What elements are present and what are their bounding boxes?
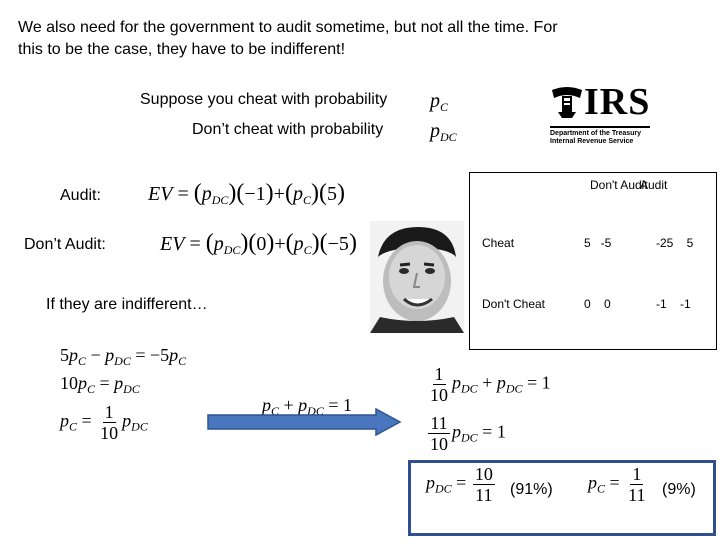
sum-equation: $p_C + p_{DC} = 1$ [262, 395, 352, 418]
equation-step-2: $10p_C = p_{DC}$ [60, 373, 140, 396]
irs-divider [550, 126, 650, 128]
pc-result-equation: $p_C$ = $\frac{1}{11}$ [588, 464, 646, 505]
audit-label: Audit: [60, 187, 101, 204]
pdc-result-equation: $p_{DC}$ = $\frac{10}{11}$ [426, 464, 493, 505]
dont-audit-label: Don’t Audit: [24, 236, 106, 253]
row-label-dont-cheat: Don't Cheat [482, 297, 545, 311]
cell-dont-cheat-dont-audit: 0 0 [584, 297, 611, 311]
payoff-table [469, 172, 717, 350]
pc-percentage: (9%) [662, 481, 696, 498]
irs-subtitle [550, 130, 641, 146]
equation-step-1: $5p_C - p_{DC} = -5p_C$ [60, 345, 187, 368]
indifferent-text: If they are indifferent… [46, 296, 208, 313]
arrow-icon [206, 408, 402, 436]
pdc-symbol: $p_{DC}$ [430, 120, 457, 144]
equation-step-3: $p_C$ = $\frac{1}{10}$ $p_{DC}$ [60, 402, 148, 443]
audit-ev-equation: EV = $(p_{DC})(-1)+(p_C)(5)$ [148, 180, 345, 207]
intro-line-2: this to be the case, they have to be indifferent! [18, 41, 346, 58]
irs-wordmark: IRS [584, 81, 651, 123]
equation-step-5: $\frac{11}{10}$ $p_{DC} = 1$ [430, 413, 506, 454]
cell-cheat-audit: -25 5 [656, 236, 694, 250]
portrait-photo [370, 221, 464, 333]
cell-cheat-dont-audit: 5 -5 [584, 236, 612, 250]
cell-dont-cheat-audit: -1 -1 [656, 297, 691, 311]
dont-audit-ev-equation: EV = $(p_{DC})(0)+(p_C)(-5)$ [160, 230, 357, 257]
col-header-audit: Audit [640, 178, 668, 192]
irs-eagle-icon [550, 84, 584, 120]
irs-dept-line-1: Department of the Treasury [550, 130, 642, 137]
equation-step-4: $\frac{1}{10}$ $p_{DC} + p_{DC} = 1$ [430, 364, 551, 405]
pc-symbol: $p_C$ [430, 90, 449, 114]
dont-cheat-text: Don’t cheat with probability [192, 121, 384, 138]
irs-logo [546, 80, 656, 150]
pdc-percentage: (91%) [510, 481, 553, 498]
row-label-cheat: Cheat [482, 236, 515, 250]
irs-dept-line-2: Internal Revenue Service [550, 138, 634, 145]
col-header-dont-audit: Don't Audit [590, 178, 648, 192]
suppose-cheat-text: Suppose you cheat with probability [140, 91, 388, 108]
intro-line-1: We also need for the government to audit sometime, but not all the time. For [18, 19, 558, 36]
